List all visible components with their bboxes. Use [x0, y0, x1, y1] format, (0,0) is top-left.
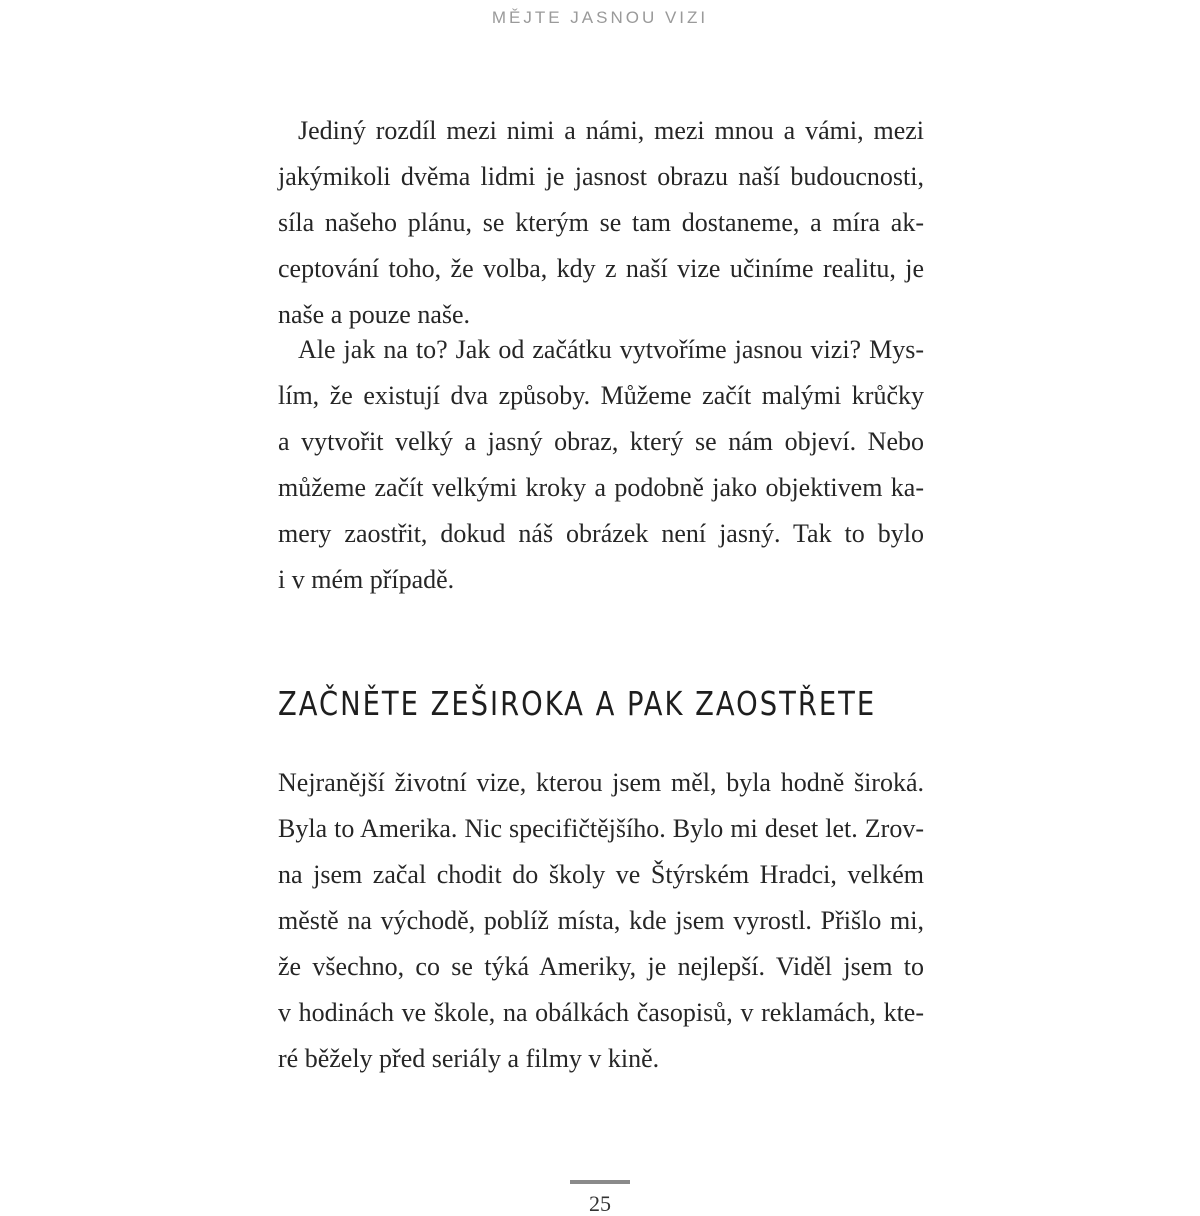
- text-line: mery zaostřit, dokud náš obrázek není jasný. Tak to bylo: [278, 519, 924, 548]
- text-line: můžeme začít velkými kroky a podobně jako objektivem ka-: [278, 473, 924, 502]
- text-line: naše a pouze naše.: [278, 300, 471, 329]
- text-line: lím, že existují dva způsoby. Můžeme začít malými krůčky: [278, 381, 924, 410]
- text-line: i v mém případě.: [278, 565, 455, 594]
- text-line: síla našeho plánu, se kterým se tam dostaneme, a míra ak-: [278, 208, 924, 237]
- text-line: ré běžely před seriály a filmy v kině.: [278, 1044, 660, 1073]
- text-line: ceptování toho, že volba, kdy z naší vize učiníme realitu, je: [278, 254, 924, 283]
- text-line: Byla to Amerika. Nic specifičtějšího. Bylo mi deset let. Zrov-: [278, 814, 924, 843]
- text-line: jakýmikoli dvěma lidmi je jasnost obrazu naší budoucnosti,: [278, 162, 924, 191]
- paragraph-2: [278, 327, 924, 603]
- paragraph-3: [278, 760, 924, 1082]
- page-number: 25: [589, 1191, 611, 1216]
- text-line: Nejranější životní vize, kterou jsem měl, byla hodně široká.: [278, 768, 924, 797]
- section-heading: ZAČNĚTE ZEŠIROKA A PAK ZAOSTŘETE: [278, 684, 877, 723]
- text-line: Ale jak na to? Jak od začátku vytvoříme jasnou vizi? Mys-: [298, 335, 924, 364]
- text-line: městě na východě, poblíž místa, kde jsem vyrostl. Přišlo mi,: [278, 906, 924, 935]
- text-line: a vytvořit velký a jasný obraz, který se nám objeví. Nebo: [278, 427, 924, 456]
- text-line: že všechno, co se týká Ameriky, je nejlepší. Viděl jsem to: [278, 952, 924, 981]
- running-head: MĚJTE JASNOU VIZI: [491, 8, 709, 27]
- text-line: v hodinách ve škole, na obálkách časopisů, v reklamách, kte-: [278, 998, 924, 1027]
- text-line: Jediný rozdíl mezi nimi a námi, mezi mnou a vámi, mezi: [298, 116, 924, 145]
- text-line: na jsem začal chodit do školy ve Štýrském Hradci, velkém: [278, 860, 924, 889]
- paragraph-1: [278, 108, 924, 338]
- footer-rule: [570, 1180, 630, 1184]
